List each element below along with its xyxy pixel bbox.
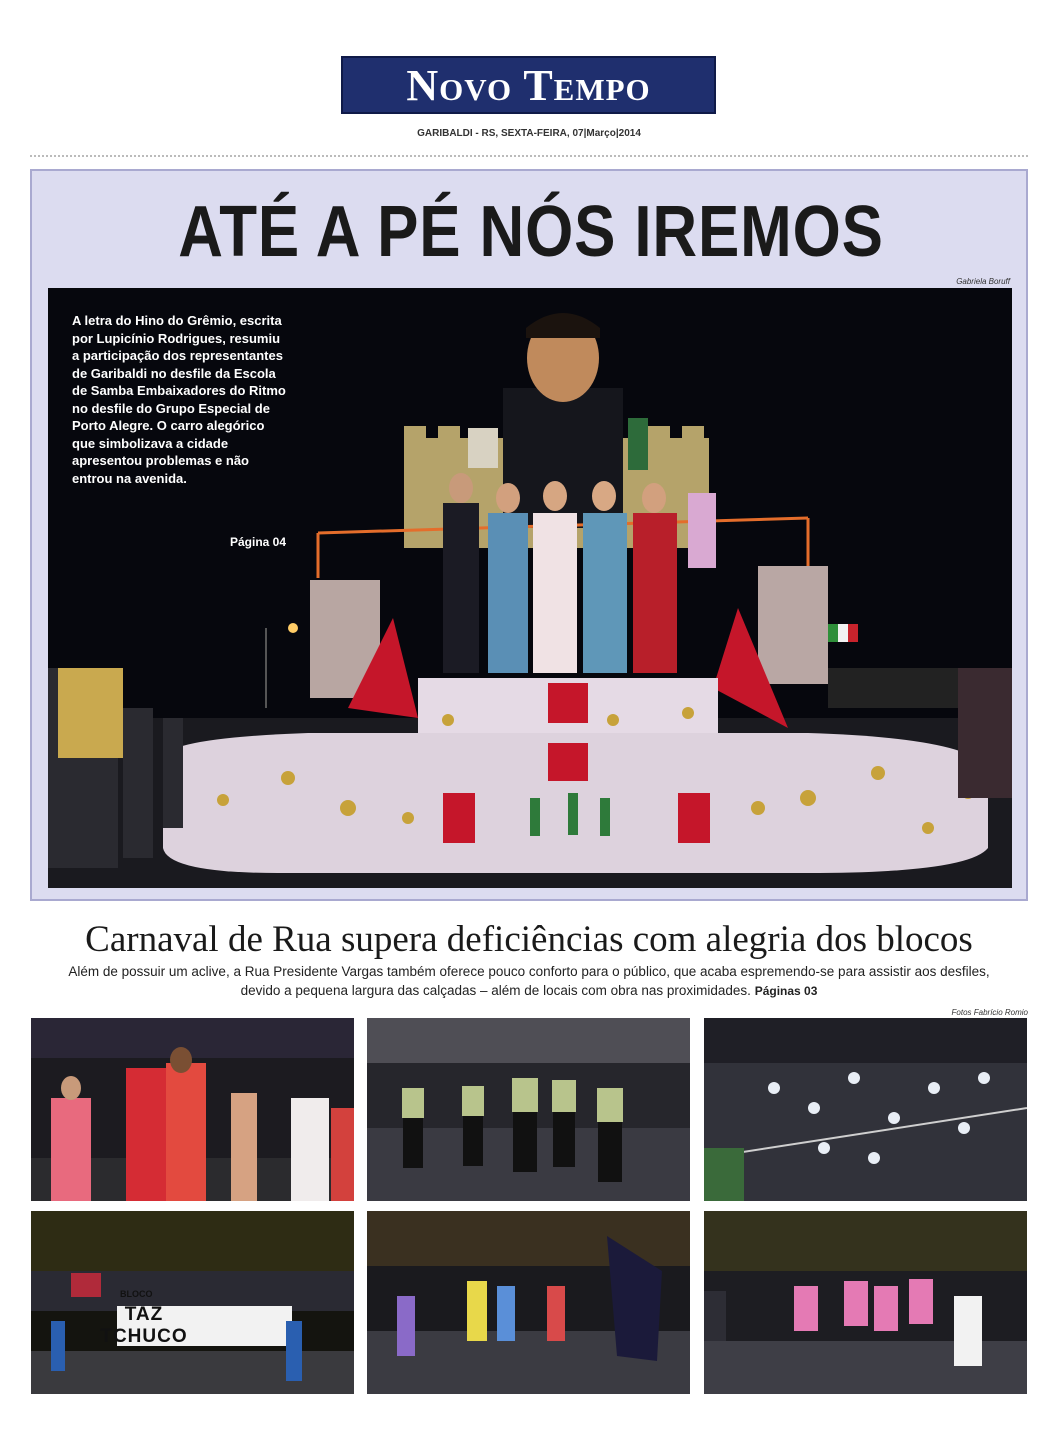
- masthead-title: Novo Tempo: [406, 60, 651, 110]
- lede-text: Além de possuir um aclive, a Rua Presidente Vargas também oferece pouco conforto para o público, que acaba espremendo-se para assistir aos desfiles, devido a pequena largura das calçadas – além de locais com obra nas proximidades.: [68, 964, 990, 998]
- banner-top-text: BLOCO: [120, 1289, 153, 1299]
- second-story-lede: [60, 962, 998, 1001]
- photo-credit: Gabriela Boruff: [956, 277, 1010, 286]
- photo-aerial-drummers: [704, 1018, 1027, 1201]
- photo-caption: A letra do Hino do Grêmio, escrita por Lupicínio Rodrigues, resumiu a participação dos representantes de Garibaldi no desfile da Escola de Samba Embaixadores do Ritmo no desfile do Grupo Especial de Porto Alegre. O carro alegórico que simbolizava a cidade apresentou problemas e não entrou na avenida.: [72, 313, 286, 486]
- photo-bloco-banner: [31, 1211, 354, 1394]
- main-photo-float: [48, 288, 1012, 888]
- photo-bloco-pink-shirts: [704, 1211, 1027, 1394]
- second-story-headline: Carnaval de Rua supera deficiências com alegria dos blocos: [85, 919, 973, 960]
- grid-photo-credit: Fotos Fabrício Romio: [951, 1008, 1028, 1017]
- caption-page-ref: Página 04: [230, 535, 287, 549]
- divider: [30, 155, 1028, 157]
- photo-parade-singers: [31, 1018, 354, 1201]
- lede-page-ref: Páginas 03: [754, 984, 818, 998]
- photo-band-musicians: [367, 1018, 690, 1201]
- banner-name-text: TAZ TCHUCO: [100, 1304, 188, 1347]
- photo-bloco-dancers: [367, 1211, 690, 1394]
- dateline: GARIBALDI - RS, SEXTA-FEIRA, 07|Março|2014: [417, 128, 641, 139]
- top-story-headline: ATÉ A PÉ NÓS IREMOS: [178, 192, 884, 272]
- masthead-logo: [341, 56, 716, 114]
- top-story-box: [30, 169, 1028, 901]
